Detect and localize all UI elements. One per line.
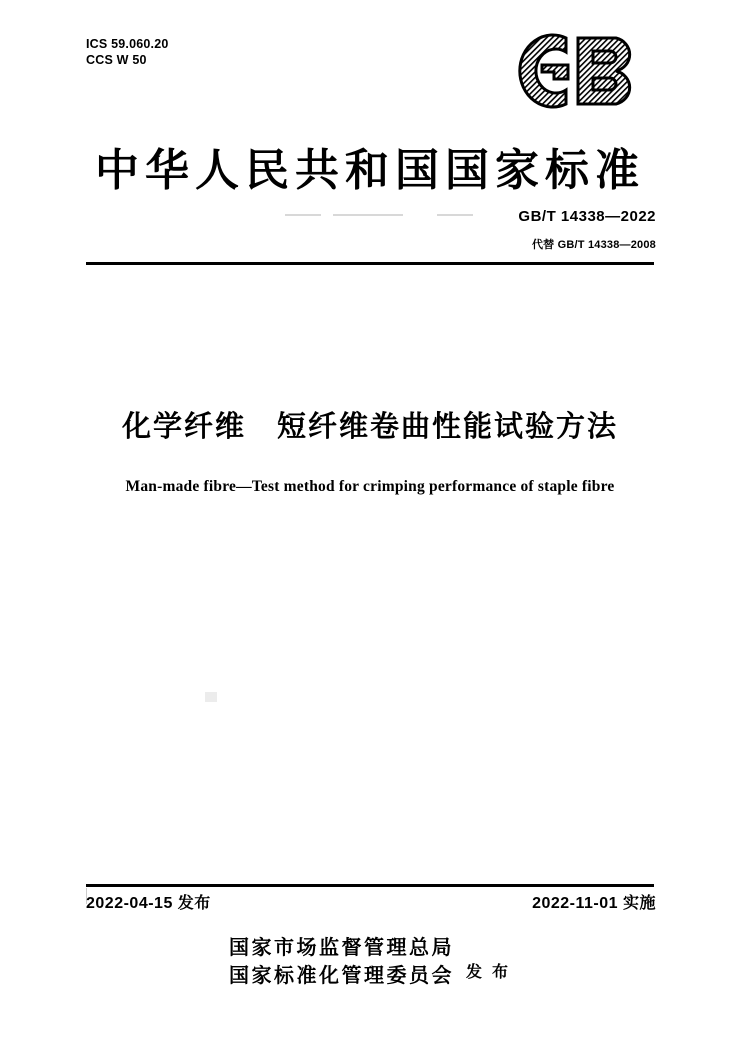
document-title-chinese: 化学纤维 短纤维卷曲性能试验方法: [121, 411, 618, 443]
header-divider: [86, 262, 654, 265]
document-title-english: Man-made fibre—Test method for crimping performance of staple fibre: [125, 478, 615, 495]
issuer-line-2: 国家标准化管理委员会: [228, 965, 454, 987]
scan-artifact: [333, 214, 403, 216]
issuing-authority: [0, 934, 740, 990]
standard-number: GB/T 14338—2022: [518, 208, 656, 225]
scan-artifact: [285, 214, 321, 216]
standard-replaces: 代替 GB/T 14338—2008: [531, 239, 656, 251]
effective-date: 2022-11-01 实施: [532, 895, 656, 912]
ccs-code: CCS W 50: [86, 53, 147, 67]
scan-artifact: [205, 692, 217, 702]
footer-divider: [86, 884, 654, 887]
issue-date: 2022-04-15 发布: [86, 895, 211, 912]
classification-block: [86, 36, 169, 68]
publish-label: 发 布: [465, 963, 511, 981]
ics-code: ICS 59.060.20: [86, 37, 169, 51]
gb-logo-icon: [506, 32, 656, 110]
issuer-line-1: 国家市场监督管理总局: [228, 937, 454, 959]
national-standard-title: 中华人民共和国国家标准: [95, 146, 645, 195]
scan-artifact: [437, 214, 473, 216]
